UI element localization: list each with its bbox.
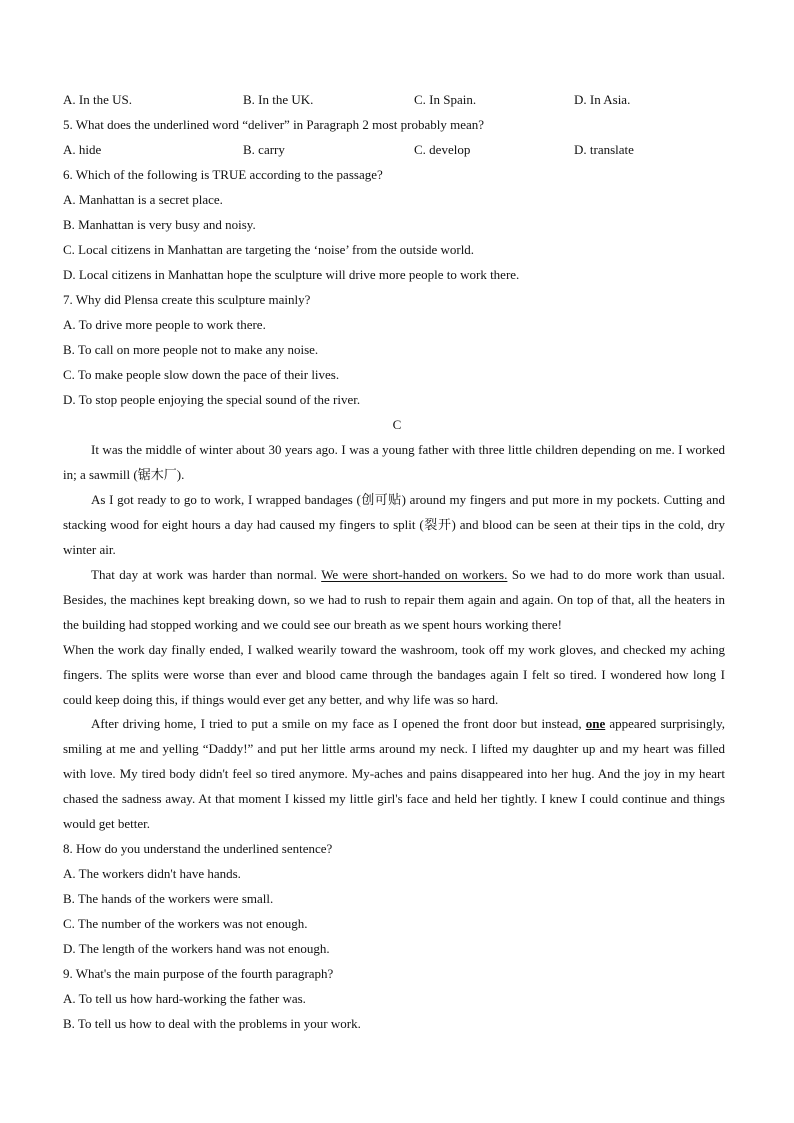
paragraph-3-text-end: So we had to do more work than usual. Besides, the machines kept breaking down, so we had to rush to repair them again and again. On top of that, all the heaters in the building had stopped working and we could see our breath as we spent hours working there! (63, 567, 725, 632)
q8-option-c: C. The number of the workers was not enough. (63, 916, 308, 931)
passage-paragraph-2: As I got ready to go to work, I wrapped bandages (创可贴) around my fingers and put more in my pockets. Cutting and stacking wood for eight hours a day had caused my fingers to split (裂开) and blood can be seen at their tips in the cold, dry winter air. (63, 492, 725, 557)
q4-option-c: C. In Spain. (414, 92, 477, 107)
q8-question: 8. How do you understand the underlined sentence? (63, 841, 333, 856)
section-heading: C (392, 417, 402, 432)
q9-question: 9. What's the main purpose of the fourth paragraph? (63, 966, 334, 981)
paragraph-5-text-start: After driving home, I tried to put a smile on my face as I opened the front door but instead, (91, 716, 586, 731)
q6-option-c: C. Local citizens in Manhattan are targeting the ‘noise’ from the outside world. (63, 242, 475, 257)
q9-option-b: B. To tell us how to deal with the problems in your work. (63, 1016, 361, 1031)
q7-option-c: C. To make people slow down the pace of their lives. (63, 367, 340, 382)
q7-option-a: A. To drive more people to work there. (63, 317, 266, 332)
q8-option-d: D. The length of the workers hand was not enough. (63, 941, 330, 956)
q8-option-a: A. The workers didn't have hands. (63, 866, 241, 881)
underlined-word-one: one (585, 716, 606, 731)
passage-paragraph-1: It was the middle of winter about 30 years ago. I was a young father with three little children depending on me. I worked in; a sawmill (锯木厂). (63, 442, 725, 482)
q6-option-b: B. Manhattan is very busy and noisy. (63, 217, 256, 232)
q6-option-a: A. Manhattan is a secret place. (63, 192, 223, 207)
q6-option-d: D. Local citizens in Manhattan hope the sculpture will drive more people to work there. (63, 267, 520, 282)
passage-paragraph-4: When the work day finally ended, I walked wearily toward the washroom, took off my work gloves, and checked my aching fingers. The splits were worse than ever and blood came through the bandages again I felt so tired. I wondered how long I could keep doing this, if things would ever get any better, and why life was so hard. (63, 642, 725, 707)
q5-option-b: B. carry (243, 142, 285, 157)
passage-paragraph-3 (63, 562, 725, 637)
q5-question: 5. What does the underlined word “deliver” in Paragraph 2 most probably mean? (63, 117, 485, 132)
underlined-sentence: We were short-handed on workers. (321, 567, 508, 582)
q9-option-a: A. To tell us how hard-working the father was. (63, 991, 306, 1006)
q8-option-b: B. The hands of the workers were small. (63, 891, 274, 906)
passage-paragraph-5 (63, 711, 725, 836)
paragraph-5-text-end: appeared surprisingly, smiling at me and yelling “Daddy!” and put her little arms around my neck. I lifted my daughter up and my heart was filled with love. My tired body didn't feel so tired anymore. My-aches and pains disappeared into her hug. And the joy in my heart chased the sadness away. At that moment I kissed my little girl's face and held her tightly. I knew I could continue and things would get better. (63, 716, 725, 831)
q5-option-c: C. develop (414, 142, 471, 157)
q6-question: 6. Which of the following is TRUE according to the passage? (63, 167, 383, 182)
q7-option-d: D. To stop people enjoying the special sound of the river. (63, 392, 361, 407)
q7-question: 7. Why did Plensa create this sculpture mainly? (63, 292, 311, 307)
q4-option-d: D. In Asia. (574, 92, 631, 107)
q7-option-b: B. To call on more people not to make any noise. (63, 342, 319, 357)
q5-option-d: D. translate (574, 142, 634, 157)
paragraph-3-text-start: That day at work was harder than normal. (91, 567, 322, 582)
q5-option-a: A. hide (63, 142, 102, 157)
q4-option-a: A. In the US. (63, 92, 132, 107)
q4-option-b: B. In the UK. (243, 92, 314, 107)
